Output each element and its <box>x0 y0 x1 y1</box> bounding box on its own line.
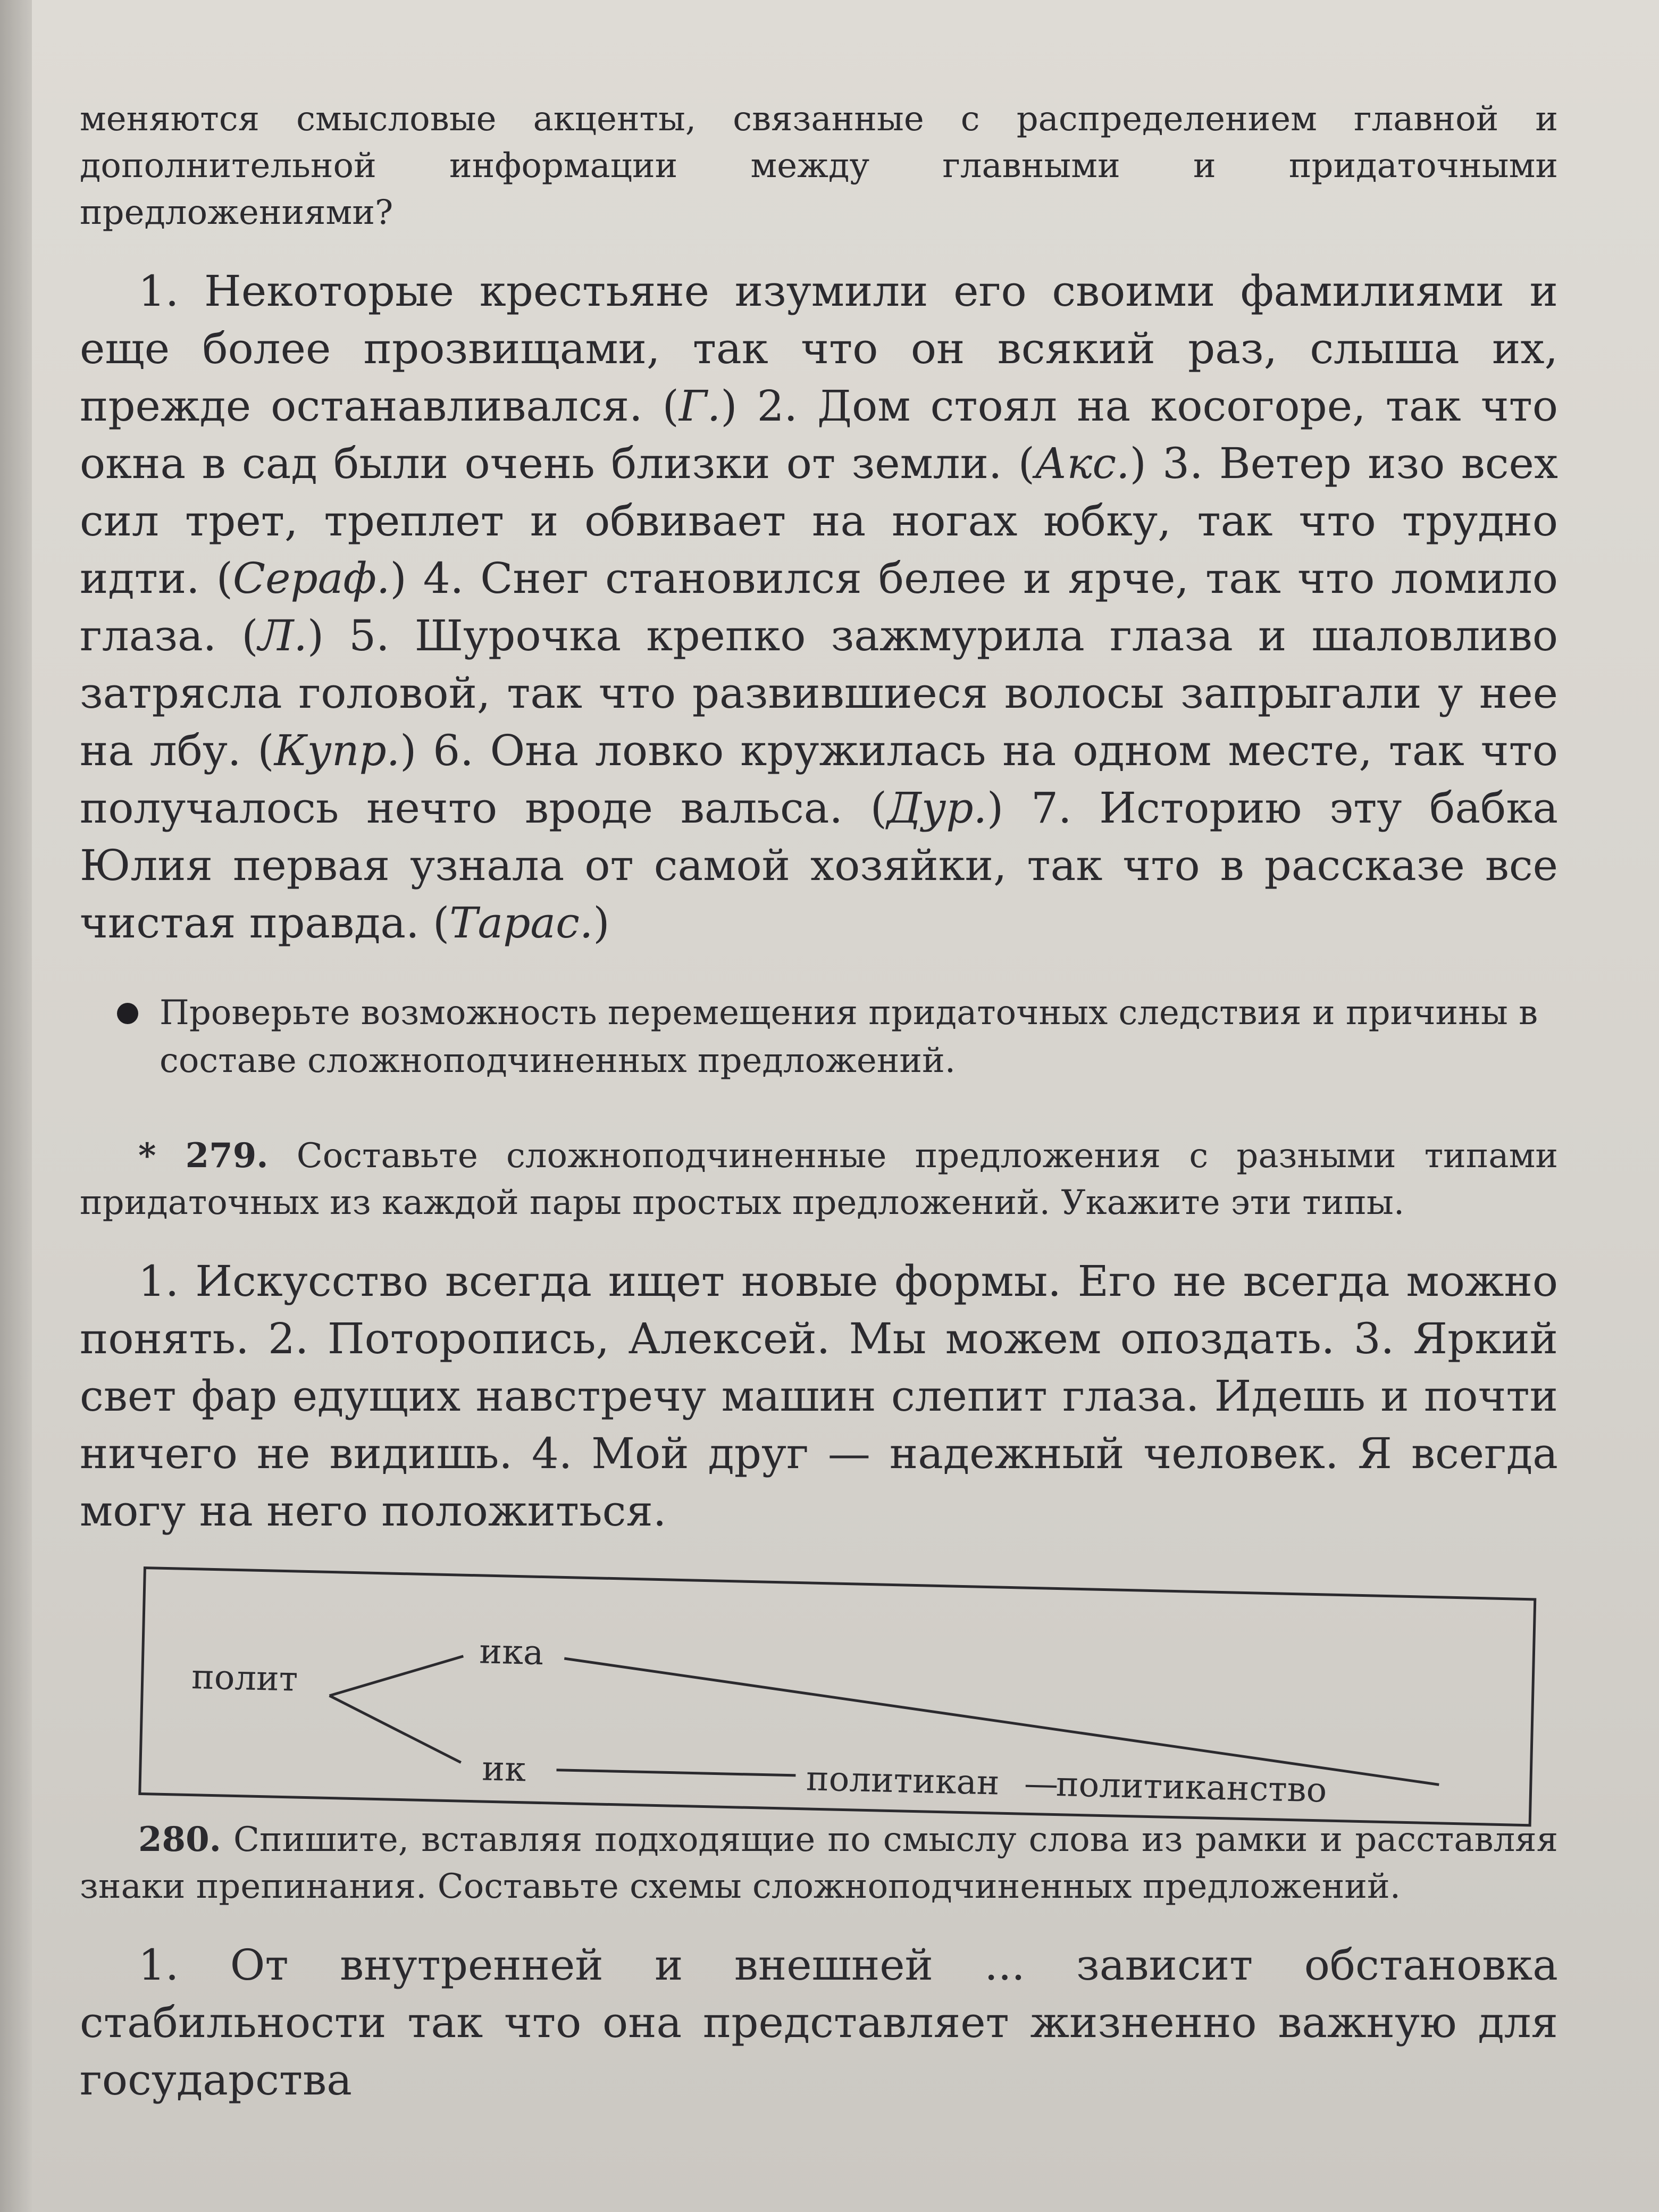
sentence-fragment: ) 4. Снег становился белее и ярче, так что ломило глаза. ( <box>80 554 1558 660</box>
sentence-fragment: ) 2. Дом стоял на косогоре, так что окна в сад были очень близки от земли. ( <box>80 381 1559 488</box>
exercise-280-text: 1. От внутренней и внешней ... зависит обстановка стабильности так что она представляет жизненно важную для государства <box>80 1940 1558 2105</box>
exercise-280-instruction-text: Спишите, вставляя подходящие по смыслу слова из рамки и расставляя знаки препинания. Составьте схемы сложноподчиненных предложений. <box>80 1820 1559 1906</box>
frame-branch-top: ика <box>479 1632 544 1673</box>
exercise-279-number: * 279. <box>138 1136 269 1176</box>
frame-root: полит <box>191 1657 298 1699</box>
exercise-279-text: 1. Искусство всегда ищет новые формы. Его не всегда можно понять. 2. Поторопись, Алексей. Мы можем опоздать. 3. Яркий свет фар едущих навстречу машин слепит глаза. Идешь и почти ничего не видишь. 4. Мой друг — надежный человек. Я всегда могу на него положиться. <box>80 1256 1558 1536</box>
sentence-fragment: ) <box>593 898 610 948</box>
word-frame <box>138 1566 1536 1826</box>
page-content <box>80 96 1558 2109</box>
sentence-fragment: ) 3. Ветер изо всех сил трет, треплет и обвивает на ногах юбку, так что трудно идти. ( <box>80 439 1559 603</box>
exercise-280-instruction <box>80 1816 1558 1910</box>
bullet-icon <box>117 1003 138 1024</box>
frame-branch-bottom: ик <box>481 1749 527 1790</box>
sentence-fragment: ) 5. Шурочка крепко зажмурила глаза и шаловливо затрясла головой, так что развившиеся волосы запрыгали у нее на лбу. ( <box>80 611 1559 775</box>
author-abbreviation: Сераф. <box>232 554 390 603</box>
author-abbreviation: Дур. <box>886 783 987 833</box>
frame-derived-1: политикан <box>806 1759 1000 1803</box>
sentence-fragment: 1. Некоторые крестьяне изумили его своими фамилиями и еще более прозвищами, так что он всякий раз, слыша их, прежде останавливался. ( <box>80 266 1558 431</box>
top-paragraph: меняются смысловые акценты, связанные с распределением главной и дополнительной информации между главными и придаточными предложениями? <box>80 99 1558 232</box>
sentence-fragment: ) 7. Историю эту бабка Юлия первая узнала от самой хозяйки, так что в рассказе все чистая правда. ( <box>80 783 1559 948</box>
exercise-279-instruction <box>80 1133 1558 1226</box>
exercise-279-instruction-text: Составьте сложноподчиненные предложения с разными типами придаточных из каждой пары простых предложений. Укажите эти типы. <box>80 1136 1559 1222</box>
exercise-280-number: 280. <box>138 1820 221 1859</box>
author-abbreviation: Акс. <box>1034 439 1130 488</box>
sentence-fragment: ) 6. Она ловко кружилась на одном месте, так что получалось нечто вроде вальса. ( <box>80 726 1558 833</box>
author-abbreviation: Г. <box>678 381 721 431</box>
author-abbreviation: Тарас. <box>449 898 593 948</box>
bullet-task-text: Проверьте возможность перемещения придаточных следствия и причины в составе сложноподчиненных предложений. <box>160 993 1538 1080</box>
exercise-278-sentences <box>80 263 1558 952</box>
frame-derived-2: политиканство <box>1055 1765 1328 1811</box>
author-abbreviation: Л. <box>258 611 307 660</box>
frame-dash: — <box>1024 1764 1059 1805</box>
author-abbreviation: Купр. <box>274 726 400 775</box>
bullet-task <box>80 989 1558 1085</box>
